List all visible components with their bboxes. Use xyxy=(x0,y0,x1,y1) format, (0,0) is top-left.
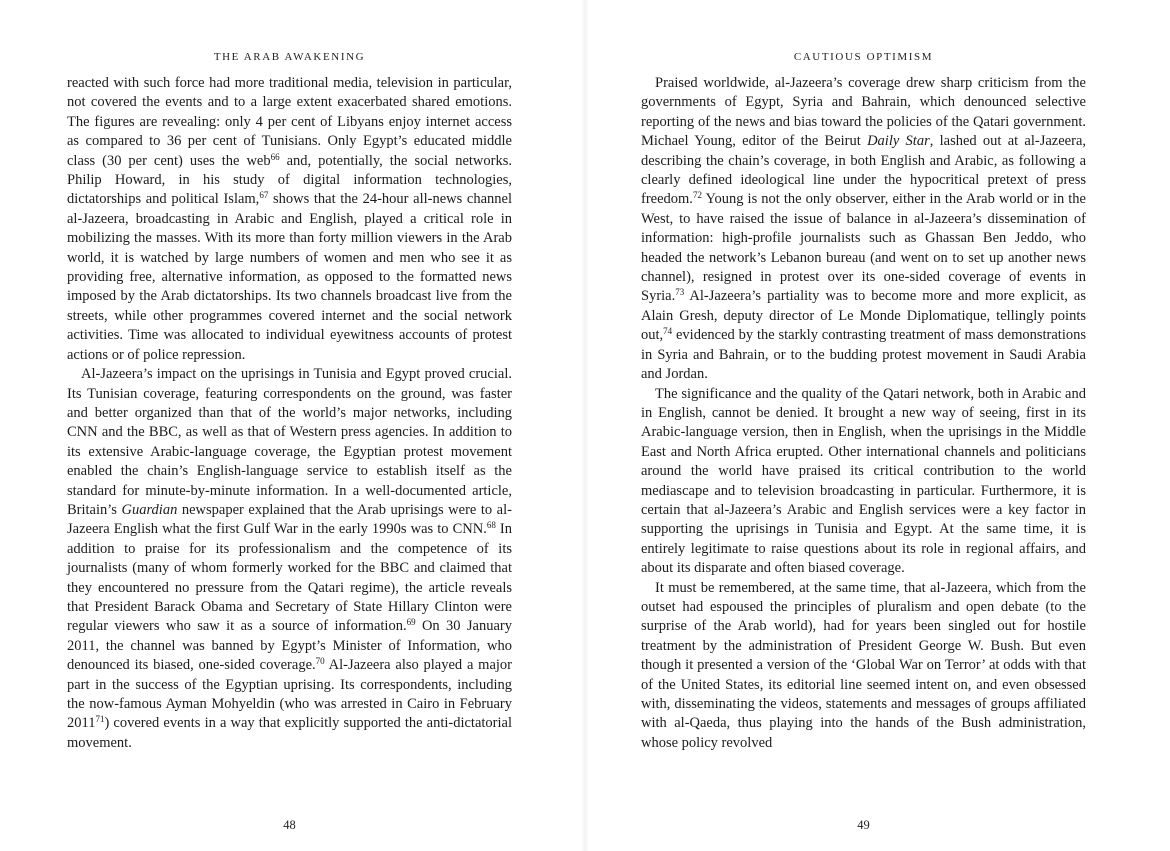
footnote-ref-68: 68 xyxy=(486,520,496,531)
text-run: ) covered events in a way that explicitly supported the anti-dictatorial movement. xyxy=(67,715,512,751)
left-page xyxy=(67,0,512,851)
footnote-ref-73: 73 xyxy=(675,287,685,298)
text-run: shows that the 24-hour all-news channel al-Jazeera, broadcasting in Arabic and English, played a critical role in mobilizing the masses. With its more than forty million viewers in the Arab world, it is watched by large numbers of women and men who see it as providing free, alternative information, as opposed to the formatted news imposed by the Arab dictatorships. Its two channels broadcast live from the streets, while other programmes covered internet and the social network activities. Time was allocated to individual eyewitness accounts of protest actions or of police repression. xyxy=(67,191,512,363)
running-head-left: THE ARAB AWAKENING xyxy=(213,51,366,63)
text-run: Al-Jazeera also played a major part in the success of the Egyptian uprising. Its correspondents, including the now-famous Ayman Mohyeldin (who was arrested in Cairo in February 2011 xyxy=(67,657,512,732)
text-run: On 30 January 2011, the channel was banned by Egypt’s Minister of Information, who denounced its biased, one-sided coverage. xyxy=(67,618,512,674)
left-paragraph-1 xyxy=(67,74,512,365)
footnote-ref-74: 74 xyxy=(663,326,673,337)
running-head-right: CAUTIOUS OPTIMISM xyxy=(793,51,934,63)
text-run: Al-Jazeera’s partiality was to become more and more explicit, as Alain Gresh, deputy director of Le Monde Diplomatique, tellingly points out, xyxy=(641,288,1086,344)
text-run: Al-Jazeera’s impact on the uprisings in Tunisia and Egypt proved crucial. Its Tunisian coverage, featuring correspondents on the ground, was faster and better organized than that of the world’s major networks, including CNN and the BBC, as well as that of Western press agencies. In addition to its extensive Arabic-language coverage, the Egyptian protest movement enabled the chain’s English-language service to establish itself as the standard for minute-by-minute information. In a well-documented article, Britain’s xyxy=(67,366,512,518)
text-run: and, potentially, the social networks. Philip Howard, in his study of digital information technologies, dictatorships and political Islam, xyxy=(67,152,513,208)
right-page xyxy=(641,0,1086,851)
footnote-ref-70: 70 xyxy=(315,656,325,667)
text-run: , lashed out at al-Jazeera, describing the chain’s coverage, in both English and Arabic, as following a clearly defined ideological line under the hypocritical pretext of press freedom. xyxy=(641,133,1086,208)
page-number-left: 48 xyxy=(283,818,296,832)
footnote-ref-72: 72 xyxy=(692,190,702,201)
right-body-text xyxy=(641,74,1086,753)
book-gutter xyxy=(581,0,589,851)
right-paragraph-3: It must be remembered, at the same time, that al-Jazeera, which from the outset had espoused the principles of pluralism and open debate (to the surprise of the Arab world), had for years been singled out for hostile treatment by the administration of President George W. Bush. But even though it presented a version of the ‘Global War on Terror’ at odds with that of the United States, its editorial line seemed intent on, and even obsessed with, disseminating the videos, statements and messages of groups affiliated with al-Qaeda, thus playing into the hands of the Bush administration, whose policy revolved xyxy=(641,579,1086,751)
italic-title-daily-star: Daily Star xyxy=(867,133,930,150)
text-run: Praised worldwide, al-Jazeera’s coverage drew sharp criticism from the governments of Egypt, Syria and Bahrain, which denounced selective reporting of the news and bias toward the policies of the Qatari government. Michael Young, editor of the Beirut xyxy=(641,75,1086,150)
footnote-ref-69: 69 xyxy=(406,617,416,628)
italic-title-guardian: Guardian xyxy=(121,501,178,518)
text-run: reacted with such force had more traditional media, television in particular, not covered the events and to a large extent exacerbated shared emotions. The figures are revealing: only 4 per cent of Libyans enjoy internet access as compared to 36 per cent of Tunisians. Only Egypt’s educated middle class (30 per cent) uses the web xyxy=(67,75,512,169)
right-paragraph-1 xyxy=(641,74,1086,385)
left-paragraph-2 xyxy=(67,365,512,753)
text-run: newspaper explained that the Arab uprisings were to al-Jazeera English what the first Gulf War in the early 1990s was to CNN. xyxy=(67,501,512,538)
text-run: Young is not the only observer, either in the Arab world or in the West, to have raised the issue of balance in al-Jazeera’s dissemination of information: high-profile journalists such as Ghassan Ben Jeddo, who headed the network’s Lebanon bureau (and went on to set up another news channel), resigned in protest over its one-sided coverage of events in Syria. xyxy=(641,191,1086,305)
right-paragraph-2: The significance and the quality of the Qatari network, both in Arabic and in English, cannot be denied. It brought a new way of seeing, first in its Arabic-language version, then in English, when the uprisings in the Middle East and North Africa erupted. Other international channels and politicians around the world have praised its critical contribution to the world mediascape and to television broadcasting in particular. Furthermore, it is certain that al-Jazeera’s Arabic and English services were a key factor in supporting the uprisings in Tunisia and Egypt. At the same time, it is entirely legitimate to raise questions about its role in regional affairs, and about its disparate and often biased coverage. xyxy=(641,385,1086,577)
page-number-right: 49 xyxy=(857,818,870,832)
text-run: evidenced by the starkly contrasting treatment of mass demonstrations in Syria and Bahrain, or to the budding protest movement in Saudi Arabia and Jordan. xyxy=(641,327,1086,383)
left-body-text xyxy=(67,74,512,753)
footnote-ref-67: 67 xyxy=(259,190,269,201)
text-run: In addition to praise for its professionalism and the competence of its journalists (many of whom formerly worked for the BBC and claimed that they encountered no pressure from the Qatari regime), the article reveals that President Barack Obama and Secretary of State Hillary Clinton were regular viewers who saw it as a source of information. xyxy=(67,521,512,635)
footnote-ref-71: 71 xyxy=(95,714,105,725)
footnote-ref-66: 66 xyxy=(270,151,280,162)
